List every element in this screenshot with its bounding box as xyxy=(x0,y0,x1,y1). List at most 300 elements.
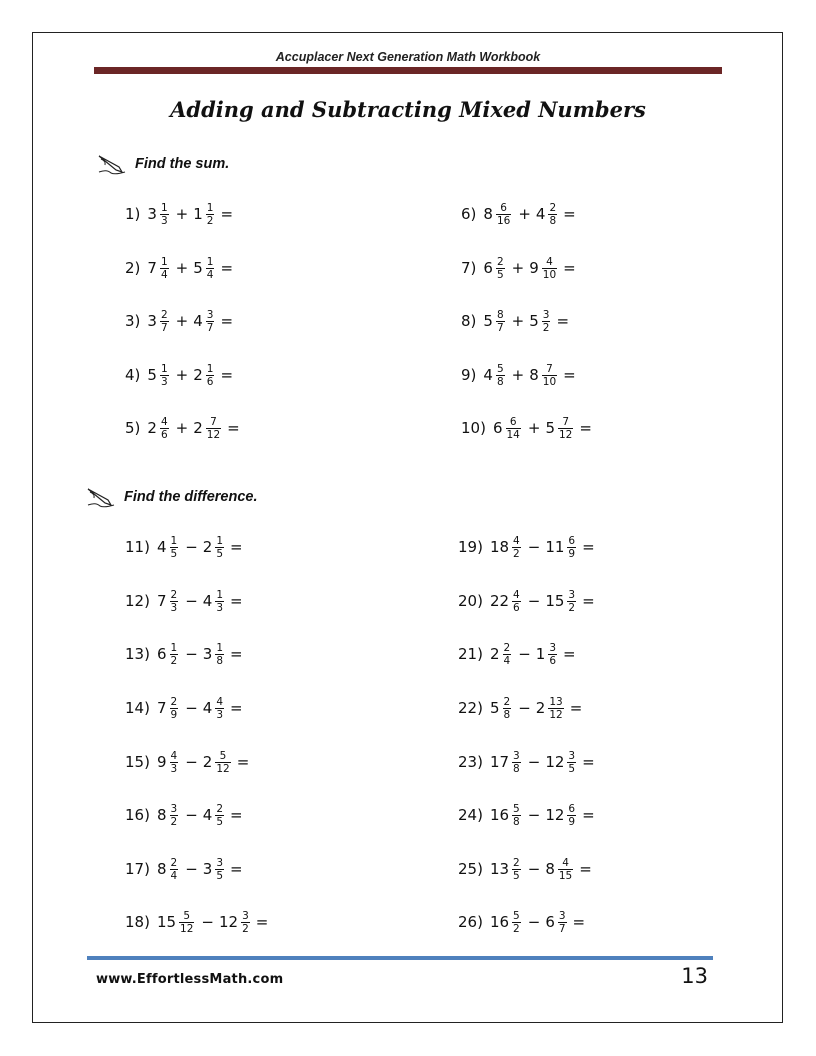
whole-number: 8 xyxy=(545,860,555,878)
numerator: 4 xyxy=(513,534,520,547)
numerator: 3 xyxy=(513,749,520,762)
numerator: 1 xyxy=(206,362,214,375)
operator: + xyxy=(527,419,541,437)
whole-number: 8 xyxy=(529,366,539,384)
operator: − xyxy=(518,699,531,717)
denominator: 5 xyxy=(170,547,178,560)
problem-item xyxy=(458,529,595,565)
problem-item xyxy=(125,851,243,887)
fraction xyxy=(503,696,512,721)
numerator: 7 xyxy=(562,415,570,428)
denominator: 6 xyxy=(513,601,520,614)
numerator: 6 xyxy=(568,534,576,547)
numerator: 1 xyxy=(160,201,168,214)
denominator: 3 xyxy=(160,375,168,388)
problem-number: 6) xyxy=(461,205,477,223)
operator: + xyxy=(175,312,189,330)
whole-number: 3 xyxy=(147,312,157,330)
equals-sign: = xyxy=(220,205,234,223)
numerator: 6 xyxy=(568,802,576,815)
denominator: 2 xyxy=(170,654,178,667)
denominator: 4 xyxy=(170,869,178,882)
denominator: 3 xyxy=(216,708,223,721)
fraction xyxy=(567,750,576,775)
operator: + xyxy=(175,419,189,437)
numerator: 6 xyxy=(500,201,507,214)
denominator: 3 xyxy=(216,601,223,614)
problem-item xyxy=(458,797,595,833)
whole-number: 2 xyxy=(193,366,203,384)
whole-number: 8 xyxy=(156,860,167,878)
denominator: 6 xyxy=(206,375,214,388)
numerator: 5 xyxy=(183,909,191,922)
numerator: 4 xyxy=(170,749,178,762)
operator: − xyxy=(518,645,531,663)
numerator: 3 xyxy=(170,802,178,815)
denominator: 2 xyxy=(513,922,520,935)
problem-number: 17) xyxy=(125,860,150,878)
fraction xyxy=(496,202,511,227)
equals-sign: = xyxy=(582,592,595,610)
numerator: 1 xyxy=(216,588,223,601)
operator: + xyxy=(511,366,525,384)
equals-sign: = xyxy=(236,753,250,771)
operator: − xyxy=(527,806,541,824)
denominator: 3 xyxy=(160,214,168,227)
whole-number: 3 xyxy=(147,205,157,223)
equals-sign: = xyxy=(230,699,243,717)
denominator: 16 xyxy=(496,214,511,227)
whole-number: 5 xyxy=(147,366,157,384)
numerator: 2 xyxy=(216,802,223,815)
problem-item xyxy=(125,636,243,672)
problem-number: 11) xyxy=(125,538,150,556)
whole-number: 3 xyxy=(202,645,213,663)
numerator: 3 xyxy=(568,588,576,601)
denominator: 9 xyxy=(568,547,576,560)
operator: − xyxy=(527,753,541,771)
denominator: 10 xyxy=(542,268,557,281)
problem-item xyxy=(125,690,243,726)
fraction xyxy=(160,416,169,441)
fraction xyxy=(503,642,512,667)
numerator: 3 xyxy=(206,308,214,321)
numerator: 7 xyxy=(210,415,217,428)
numerator: 1 xyxy=(206,255,214,268)
section-sum-instruction: Find the sum. xyxy=(135,156,230,172)
whole-number: 4 xyxy=(202,699,213,717)
fraction xyxy=(206,416,221,441)
numerator: 1 xyxy=(170,534,178,547)
equals-sign: = xyxy=(563,645,576,663)
operator: − xyxy=(185,753,198,771)
fraction xyxy=(512,589,521,614)
problem-item xyxy=(125,529,243,565)
operator: − xyxy=(185,860,198,878)
numerator: 5 xyxy=(513,909,520,922)
denominator: 2 xyxy=(568,601,576,614)
running-header: Accuplacer Next Generation Math Workbook xyxy=(275,50,541,64)
whole-number: 5 xyxy=(545,419,555,437)
numerator: 2 xyxy=(170,588,178,601)
problem-item xyxy=(125,250,233,286)
operator: − xyxy=(185,645,198,663)
whole-number: 6 xyxy=(545,913,555,931)
fraction xyxy=(506,416,521,441)
problem-item xyxy=(458,744,595,780)
equals-sign: = xyxy=(563,366,576,384)
denominator: 8 xyxy=(503,708,511,721)
whole-number: 12 xyxy=(545,806,565,824)
whole-number: 11 xyxy=(545,538,565,556)
fraction xyxy=(512,535,521,560)
problem-number: 8) xyxy=(461,312,477,330)
denominator: 12 xyxy=(180,922,194,935)
fraction xyxy=(206,309,215,334)
denominator: 4 xyxy=(160,268,168,281)
operator: + xyxy=(511,259,525,277)
fraction xyxy=(215,750,230,775)
problem-item xyxy=(458,583,595,619)
equals-sign: = xyxy=(563,259,576,277)
problem-item xyxy=(125,196,233,232)
denominator: 5 xyxy=(568,762,576,775)
problem-number: 5) xyxy=(125,419,141,437)
fraction xyxy=(512,803,521,828)
denominator: 2 xyxy=(513,547,520,560)
equals-sign: = xyxy=(569,699,583,717)
operator: − xyxy=(185,538,198,556)
fraction xyxy=(206,202,215,227)
problem-item xyxy=(125,904,268,940)
denominator: 5 xyxy=(216,869,223,882)
numerator: 3 xyxy=(216,856,223,869)
problem-number: 25) xyxy=(458,860,483,878)
fraction xyxy=(160,256,169,281)
equals-sign: = xyxy=(220,366,234,384)
numerator: 2 xyxy=(513,856,520,869)
whole-number: 3 xyxy=(202,860,213,878)
operator: − xyxy=(527,592,541,610)
operator: + xyxy=(175,366,189,384)
section-difference-heading xyxy=(86,486,257,508)
whole-number: 13 xyxy=(489,860,510,878)
numerator: 4 xyxy=(546,255,553,268)
problem-number: 19) xyxy=(458,538,483,556)
fraction xyxy=(558,857,573,882)
numerator: 2 xyxy=(503,695,511,708)
denominator: 15 xyxy=(558,869,573,882)
section-sum-heading xyxy=(97,153,229,175)
operator: − xyxy=(185,699,198,717)
numerator: 1 xyxy=(160,362,168,375)
fraction xyxy=(548,696,563,721)
denominator: 12 xyxy=(559,428,573,441)
equals-sign: = xyxy=(230,592,243,610)
equals-sign: = xyxy=(572,913,586,931)
fraction xyxy=(170,696,179,721)
whole-number: 4 xyxy=(202,806,213,824)
denominator: 12 xyxy=(549,708,563,721)
denominator: 9 xyxy=(568,815,576,828)
denominator: 3 xyxy=(170,601,178,614)
numerator: 1 xyxy=(216,534,223,547)
problem-item xyxy=(458,636,576,672)
denominator: 7 xyxy=(160,321,168,334)
problem-number: 12) xyxy=(125,592,150,610)
numerator: 1 xyxy=(206,201,214,214)
problem-number: 18) xyxy=(125,913,150,931)
fraction xyxy=(206,256,215,281)
problem-number: 26) xyxy=(458,913,483,931)
fraction xyxy=(567,803,576,828)
whole-number: 6 xyxy=(492,419,503,437)
whole-number: 9 xyxy=(156,753,167,771)
problem-item xyxy=(461,410,592,446)
problem-number: 9) xyxy=(461,366,477,384)
operator: + xyxy=(511,312,525,330)
problem-number: 21) xyxy=(458,645,483,663)
equals-sign: = xyxy=(582,753,595,771)
numerator: 7 xyxy=(546,362,553,375)
numerator: 2 xyxy=(170,695,178,708)
whole-number: 9 xyxy=(529,259,539,277)
whole-number: 15 xyxy=(545,592,565,610)
numerator: 4 xyxy=(216,695,223,708)
problem-number: 15) xyxy=(125,753,150,771)
operator: − xyxy=(185,806,198,824)
fraction xyxy=(215,535,224,560)
problem-item xyxy=(458,904,585,940)
fraction xyxy=(160,309,169,334)
fraction xyxy=(215,857,224,882)
numerator: 1 xyxy=(216,641,223,654)
fraction xyxy=(548,642,557,667)
numerator: 3 xyxy=(542,308,550,321)
fraction xyxy=(542,256,557,281)
numerator: 2 xyxy=(503,641,511,654)
numerator: 4 xyxy=(513,588,520,601)
numerator: 2 xyxy=(549,201,557,214)
whole-number: 16 xyxy=(489,913,510,931)
whole-number: 8 xyxy=(156,806,167,824)
equals-sign: = xyxy=(563,205,576,223)
whole-number: 1 xyxy=(193,205,203,223)
fraction xyxy=(567,535,576,560)
numerator: 13 xyxy=(549,695,563,708)
whole-number: 7 xyxy=(147,259,157,277)
operator: + xyxy=(175,259,189,277)
operator: + xyxy=(175,205,189,223)
whole-number: 1 xyxy=(535,645,546,663)
denominator: 2 xyxy=(170,815,178,828)
denominator: 4 xyxy=(206,268,214,281)
whole-number: 2 xyxy=(193,419,203,437)
problem-number: 24) xyxy=(458,806,483,824)
whole-number: 6 xyxy=(483,259,493,277)
problem-number: 16) xyxy=(125,806,150,824)
fraction xyxy=(496,309,505,334)
numerator: 6 xyxy=(509,415,517,428)
whole-number: 17 xyxy=(489,753,510,771)
denominator: 9 xyxy=(170,708,178,721)
operator: − xyxy=(185,592,198,610)
operator: − xyxy=(201,913,214,931)
problem-number: 22) xyxy=(458,699,483,717)
fraction xyxy=(558,910,567,935)
whole-number: 8 xyxy=(483,205,493,223)
fraction xyxy=(512,857,521,882)
whole-number: 7 xyxy=(156,699,167,717)
problem-number: 23) xyxy=(458,753,483,771)
fraction xyxy=(160,202,169,227)
problem-number: 3) xyxy=(125,312,141,330)
fraction xyxy=(567,589,576,614)
equals-sign: = xyxy=(556,312,570,330)
denominator: 6 xyxy=(549,654,556,667)
operator: + xyxy=(518,205,531,223)
fraction xyxy=(170,535,179,560)
equals-sign: = xyxy=(579,419,592,437)
denominator: 10 xyxy=(542,375,557,388)
problem-number: 14) xyxy=(125,699,150,717)
fraction xyxy=(542,363,557,388)
problem-item xyxy=(461,357,576,393)
denominator: 7 xyxy=(496,321,504,334)
problem-number: 1) xyxy=(125,205,141,223)
problem-number: 10) xyxy=(461,419,486,437)
section-difference-instruction: Find the difference. xyxy=(124,489,258,505)
fraction xyxy=(215,696,224,721)
operator: − xyxy=(527,860,541,878)
header-rule xyxy=(94,67,722,74)
page-number: 13 xyxy=(681,964,708,988)
numerator: 5 xyxy=(496,362,504,375)
whole-number: 4 xyxy=(156,538,167,556)
whole-number: 5 xyxy=(483,312,493,330)
whole-number: 15 xyxy=(156,913,177,931)
fraction xyxy=(496,256,505,281)
whole-number: 12 xyxy=(545,753,565,771)
equals-sign: = xyxy=(220,312,234,330)
equals-sign: = xyxy=(579,860,592,878)
fraction xyxy=(215,642,224,667)
denominator: 12 xyxy=(216,762,230,775)
fraction xyxy=(215,803,224,828)
whole-number: 4 xyxy=(193,312,203,330)
whole-number: 2 xyxy=(202,753,213,771)
problem-item xyxy=(125,410,240,446)
whole-number: 4 xyxy=(535,205,546,223)
denominator: 8 xyxy=(513,815,520,828)
equals-sign: = xyxy=(230,806,243,824)
numerator: 2 xyxy=(170,856,178,869)
problem-number: 20) xyxy=(458,592,483,610)
operator: − xyxy=(527,538,541,556)
whole-number: 2 xyxy=(535,699,546,717)
denominator: 7 xyxy=(558,922,566,935)
problem-item xyxy=(458,690,582,726)
whole-number: 2 xyxy=(489,645,500,663)
denominator: 6 xyxy=(160,428,168,441)
equals-sign: = xyxy=(230,538,243,556)
numerator: 1 xyxy=(170,641,178,654)
problem-item xyxy=(125,357,233,393)
numerator: 3 xyxy=(568,749,576,762)
whole-number: 7 xyxy=(156,592,167,610)
page-title: Adding and Subtracting Mixed Numbers xyxy=(170,97,646,122)
fraction xyxy=(170,857,179,882)
fraction xyxy=(241,910,250,935)
whole-number: 5 xyxy=(529,312,539,330)
equals-sign: = xyxy=(230,645,243,663)
fraction xyxy=(215,589,224,614)
whole-number: 6 xyxy=(156,645,167,663)
fraction xyxy=(160,363,169,388)
denominator: 8 xyxy=(496,375,504,388)
denominator: 5 xyxy=(216,547,223,560)
denominator: 8 xyxy=(549,214,557,227)
numerator: 4 xyxy=(160,415,168,428)
denominator: 7 xyxy=(206,321,214,334)
denominator: 12 xyxy=(206,428,221,441)
whole-number: 18 xyxy=(489,538,510,556)
whole-number: 22 xyxy=(489,592,510,610)
numerator: 5 xyxy=(219,749,227,762)
denominator: 2 xyxy=(206,214,214,227)
fraction xyxy=(558,416,573,441)
fraction xyxy=(206,363,215,388)
footer-rule xyxy=(87,956,713,960)
problem-item xyxy=(461,250,576,286)
denominator: 5 xyxy=(216,815,223,828)
fraction xyxy=(542,309,551,334)
numerator: 3 xyxy=(549,641,556,654)
whole-number: 12 xyxy=(219,913,239,931)
pencil-icon xyxy=(97,153,127,175)
fraction xyxy=(548,202,557,227)
denominator: 3 xyxy=(170,762,178,775)
numerator: 2 xyxy=(160,308,168,321)
pencil-icon xyxy=(86,486,116,508)
denominator: 2 xyxy=(542,321,550,334)
problem-item xyxy=(125,303,233,339)
numerator: 1 xyxy=(160,255,168,268)
problem-item xyxy=(125,583,243,619)
fraction xyxy=(512,750,521,775)
numerator: 2 xyxy=(496,255,504,268)
denominator: 4 xyxy=(503,654,511,667)
denominator: 5 xyxy=(496,268,504,281)
fraction xyxy=(179,910,194,935)
whole-number: 5 xyxy=(489,699,500,717)
fraction xyxy=(170,642,179,667)
denominator: 5 xyxy=(513,869,520,882)
equals-sign: = xyxy=(582,806,595,824)
numerator: 3 xyxy=(242,909,249,922)
problem-item xyxy=(125,744,249,780)
problem-number: 2) xyxy=(125,259,141,277)
operator: − xyxy=(527,913,541,931)
denominator: 8 xyxy=(216,654,223,667)
footer-url: www.EffortlessMath.com xyxy=(96,972,284,987)
numerator: 8 xyxy=(496,308,504,321)
fraction xyxy=(496,363,505,388)
fraction xyxy=(170,750,179,775)
denominator: 2 xyxy=(242,922,249,935)
equals-sign: = xyxy=(227,419,240,437)
whole-number: 2 xyxy=(147,419,157,437)
